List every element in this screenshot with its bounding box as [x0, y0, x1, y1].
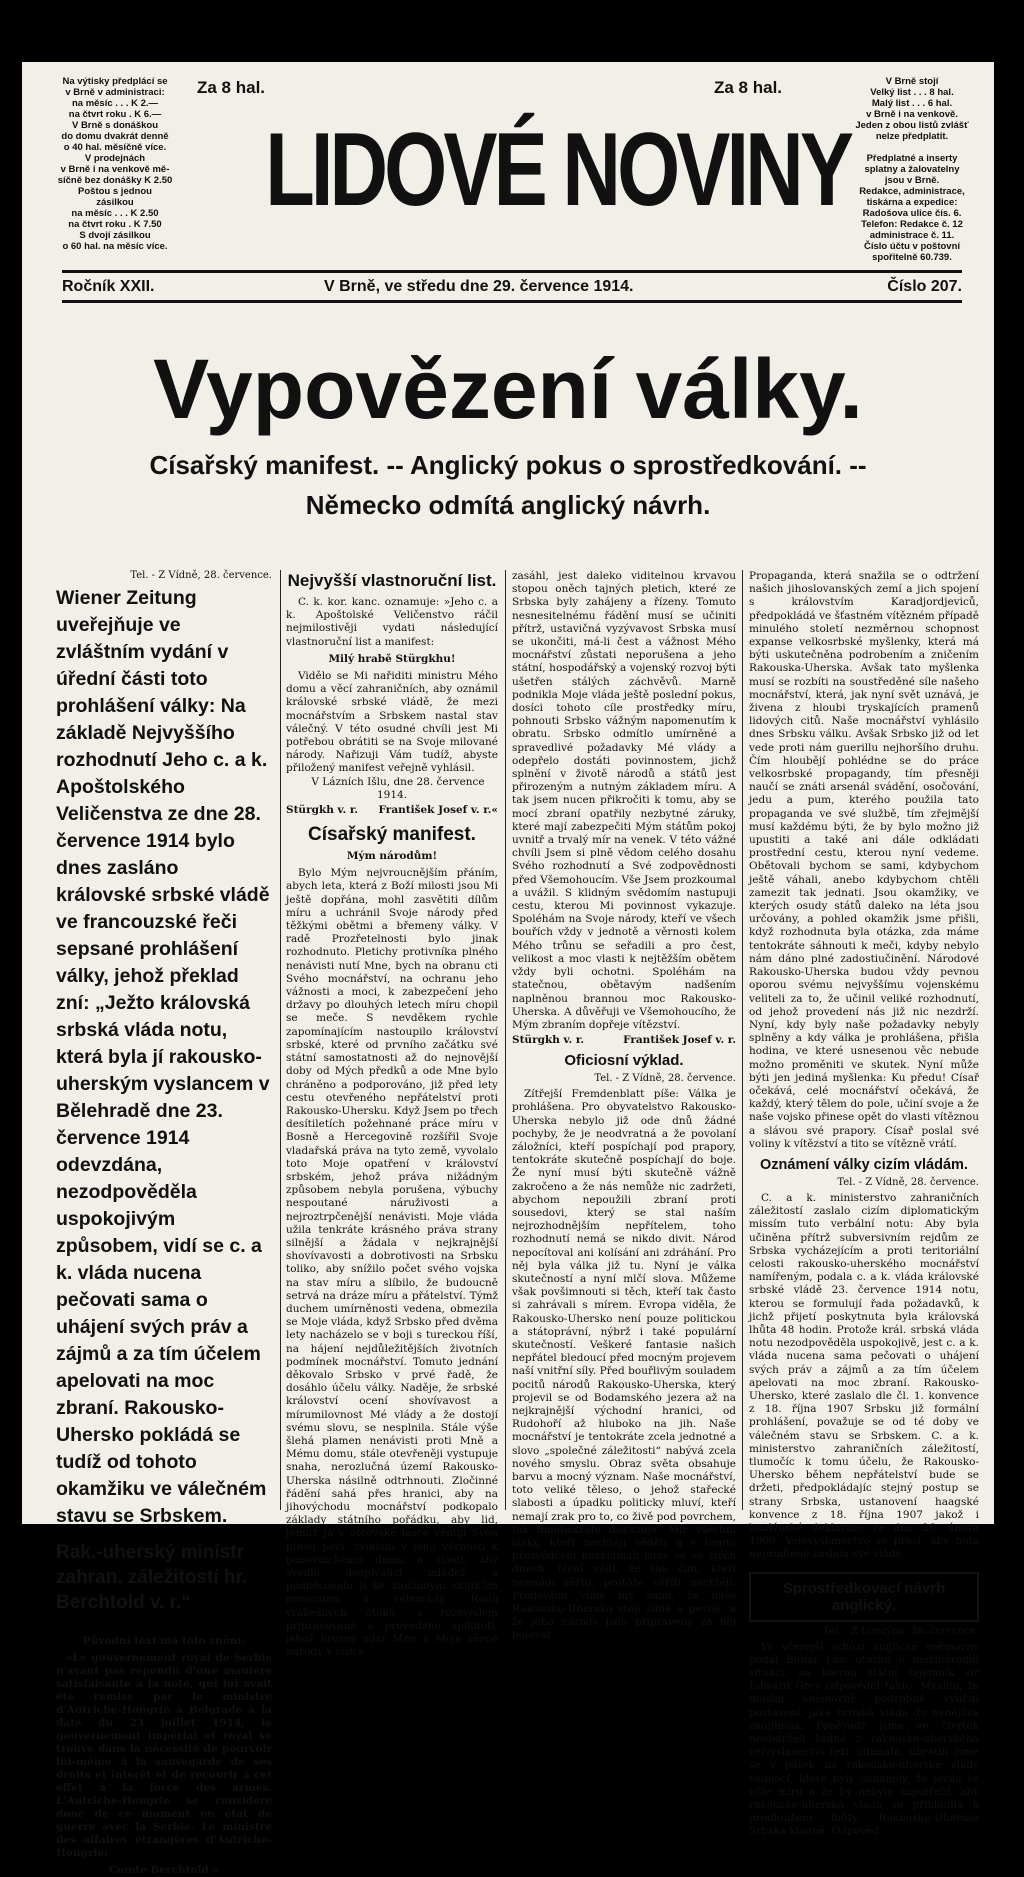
publisher-line: jsou v Brně. [884, 175, 940, 186]
byline: Tel. - Z Vídně, 28. července. [130, 570, 272, 581]
column-divider [505, 570, 506, 1510]
masthead-title: LIDOVÉ NOVINY [265, 112, 851, 228]
declaration-text: Wiener Zeitung uveřejňuje ve zvláštním vydání v úřední části toto prohlášení války: Na základě Nejvyššího rozhodnutí Jeho c. a k. Apoštolského Veličenstva ze dne 28. července 1914 bylo dnes zasláno královské srbské vládě ve francouzské řeči sepsané prohlášení války, jehož překlad zní: „Ježto královská srbská vláda notu, která byla jí rakousko-uherským vyslancem v Bělehradě dne 23. července 1914 odevzdána, nezodpověděla uspokojivým způsobem, vidí se c. a k. vláda nucena pečovati sama o uhájení svých práv a zájmů a za tím účelem apelovati na moc zbraní. Rakousko-Uhersko pokládá se tudíž od tohoto okamžiku ve válečném stavu se Srbskem. [56, 587, 270, 1527]
publisher-line: tiskárna a expedice: [866, 197, 958, 208]
french-text: »Le gouvernement royal de Serbie n'ayant pas répondu d'une manière satisfaisante à la note, qui lui avait été remise par le ministre d'Autriche-Hongrie à Belgrade à la date du 23 juillet 1914, le gouvernement impérial et royal se trouve dans la nécessité de pourvoir lui-même à la sauvegarde de ses droits et intérêt et de recourir à cet effet à la force des armes. L'Autriche-Hongrie se considère donc de ce moment en état de guerre avec la Serbie. Le ministre des affaires étrangères d'Autriche-Hongrie: [56, 1652, 272, 1860]
letter-text: Vidělo se Mi nařiditi ministru Mého domu a věcí zahraničních, aby oznámil královské srbské vládě, že mezi mocnářstvím a Srbskem nastal stav válečný. V této osudné chvíli jest Mi potřebou obrátiti se na Svoje milované národy. Nařizuji Vám tudíž, abyste přiložený manifest veřejně vyhlásil. [286, 670, 498, 775]
subscription-line: na měsíc . . . K 2.50 [71, 208, 159, 219]
publisher-line: Telefon: Redakce č. 12 [861, 219, 963, 230]
publisher-line: Jeden z obou listů zvlášť [855, 120, 969, 131]
manifest-address: Mým národům! [346, 850, 438, 863]
masthead-rule-bottom [62, 300, 962, 303]
letter-intro: C. k. kor. kanc. oznamuje: »Jeho c. a k. Apoštolské Veličenstvo ráčil nejmilostivěji vydati následující vlastnoruční list a manifest: [286, 596, 498, 648]
volume-label: Ročník XXII. [62, 278, 155, 295]
subscription-line: na čtvrt roku . K 6.— [68, 109, 162, 120]
war-notice-heading: Oznámení války cizím vládám. [760, 1156, 968, 1173]
mediation-text: Ve včerejší schůzi anglické sněmovny podal Bonar Law otázku o mezinárodní situaci, na kterou státní tajemník sir Edward Grey odpověděl takto: Myslím, že musím sněmovně podrobně vylíčiti postavení, jaké britská vláda do nynějška zaujímala. Poněvadž jsme ve čtvrtek neobdrželi žádné z rakousko-uherského velvyslanectví text ultimata, obrátili jsme se v pátek na rakousko-uherské vlády velmocí, které byly oznámily, že jevila se vůle míru a že by nebylo zapotřebí, aby rakousko-uherská vláda se přiklonila k prodloužení lhůty. Rakousko-Uhersko Srbska kladně. Odpověď [749, 1640, 979, 1838]
price-right: Za 8 hal. [714, 78, 783, 97]
masthead-rule-top [62, 270, 962, 273]
subscription-line: síčně bez donášky K 2.50 [57, 175, 173, 186]
letter-place: V Lázních Išlu, dne 28. července 1914. [311, 775, 485, 801]
publisher-line [850, 142, 974, 153]
column-divider [742, 570, 743, 1510]
manifest-text: Bylo Mým nejvroucnějším přáním, abych leta, která z Boží milosti jsou Mi ještě dopřána, mohl zasvětiti dílům míru a uchránil Svoje národy před těžkými obětmi a břemeny války. V radě Prozřetelnosti bylo jinak rozhodnuto. Pletichy protivníka plného nenávisti nutí Mne, bych na obranu cti Svého mocnářství, na ochranu jeho vážnosti a moci, k zabezpečení jeho državy po dlouhých letech míru chopil se meče. S nevděkem rychle zapomínajícím nastoupilo království srbské, které od prvního začátku své státní samostatnosti až do nejnovější doby od Mých předků a ode Mne bylo chráněno a podporováno, již před lety cestu otevřeného nepřátelství proti Rakousko-Uhersku. Když Jsem po třech desítiletích požehnané práce míru v Bosně a Hercegovině rozšířil Svoje vladařská práva na tyto země, vyvolalo toto Moje opatření v království srbském, jehož práva nižádným způsobem nebyla porušena, výbuchy nespoutané náruživosti a nejroztrpčenější nenávisti. Moje vláda užila tenkráte krásného práva strany silnější a žádala v nejkrajnější shovívavosti a dobrotivosti na Srbsku toliko, aby snížilo počet svého vojska na stav míru a slíbilo, že budoucně setrvá na dráze míru a přátelství. Týmž duchem umírněnosti vedena, obmezila se Moje vláda, když Srbsko před dvěma lety nacházelo se v boji s tureckou říší, na hájení nejdůležitějších životních podmínek mocnářství. Tomuto jednání děkovalo Srbsko v prvé řadě, že dosáhlo účelu války. Naděje, že srbské království ocení shovívavost a mírumilovnost Mé vlády a že dostojí svému slovu, se nesplnila. Stále výše šlehá plamen nenávisti proti Mně a Mému domu, stále otevřeněji vystupuje snaha, nerozlučná území Rakousko-Uherska násilně odtrhnouti. Zločinné řádění sahá přes hranici, aby na jihovýchodu mocnářství podkopalo základy státního pořádku, aby lid, jemuž Já v otcovské lásce věnuji Svou plnou péči, zviklalo v jeho věrnosti k panovnickému domu a vlasti, aby svedlo dospívající mládež a podněcovalo ji ke zločinným skutkům nerozumu a velezrády. Řada vražedných útoků, s rozmyslem připravované a provedené spiknutí, jehož hrozný zdar Mne a Moje věrné národy v srdce [286, 867, 498, 1659]
subscription-line: V prodejnách [84, 153, 146, 164]
subscription-line: zásilkou [96, 197, 134, 208]
byline: Tel. - Z Vídně, 28. července. [594, 1073, 736, 1085]
subscription-line: S dvojí zásilkou [79, 230, 151, 241]
subscription-info [56, 76, 174, 268]
publisher-info [850, 76, 974, 268]
sub-headline-1: Císařský manifest. -- Anglický pokus o sprostředkování. -- [149, 450, 867, 480]
column-1 [56, 570, 272, 1877]
subscription-line: v Brně v administraci: [65, 87, 165, 98]
publisher-line: Malý list . . . 6 hal. [871, 98, 953, 109]
manifest-signatures [512, 1034, 736, 1046]
publisher-line: Předplatné a inserty [866, 153, 958, 164]
mediation-box [749, 1572, 979, 1622]
original-text-heading: Původní text má toto znění: [82, 1635, 246, 1647]
signature-emperor: František Josef v. r. [623, 1034, 736, 1047]
issue-number: Číslo 207. [887, 278, 962, 295]
publisher-line: Velký list . . . 8 hal. [870, 87, 954, 98]
letter-salutation: Milý hrabě Stürgkhu! [328, 652, 456, 665]
letter-signatures [286, 804, 498, 816]
minister-signature: Rak.-uherský ministr zahran. záležitostí hr. Berchtold v. r.“ [56, 1542, 248, 1613]
column-2 [286, 570, 498, 1659]
newspaper-page [22, 62, 994, 1877]
publisher-line: splatny a žalovatelny [864, 164, 960, 175]
dateline-bar [62, 274, 962, 300]
subscription-line: Poštou s jednou [78, 186, 152, 197]
subscription-line: Na výtisky předplácí se [62, 76, 168, 87]
publisher-line: v Brně i na venkově. [866, 109, 958, 120]
publisher-line: V Brně stojí [885, 76, 939, 87]
manifest-heading: Císařský manifest. [308, 824, 476, 846]
publisher-line: spořitelně 60.739. [872, 252, 952, 263]
publisher-line: Radošova ulice čís. 6. [862, 208, 962, 219]
subscription-line: na měsíc . . . K 2.— [71, 98, 159, 109]
byline: Tel. - Z Vídně, 28. července. [837, 1176, 979, 1188]
subscription-line: do domu dvakrát denně [61, 131, 169, 142]
subscription-line: o 60 hal. na měsíc více. [62, 241, 168, 252]
main-headline: Vypovězení války. [153, 342, 863, 436]
byline: Tel. - Z Londýna, 28. července. [822, 1625, 979, 1637]
sub-headline-2: Německo odmítá anglický návrh. [305, 490, 711, 520]
subscription-line: v Brně i na venkově mě- [60, 164, 170, 175]
subscription-line: o 40 hal. měsíčně více. [63, 142, 167, 153]
column-4 [749, 570, 979, 1838]
publisher-line: administrace č. 11. [869, 230, 955, 241]
official-commentary-heading: Oficiosní výklad. [564, 1052, 684, 1070]
signature-stürgkh: Stürgkh v. r. [286, 804, 359, 817]
signature-stürgkh: Stürgkh v. r. [512, 1034, 585, 1047]
subscription-line: V Brně s donáškou [71, 120, 159, 131]
letter-heading: Nejvyšší vlastnoruční list. [287, 571, 497, 590]
publisher-line: nelze předplatit. [875, 131, 949, 142]
mediation-heading: Sprostředkovací návrh anglický. [782, 1579, 946, 1614]
subscription-line: na čtvrt roku . K 7.50 [68, 219, 162, 230]
commentary-continued: Propaganda, která snažila se o odtržení našich jihoslovanských zemí a jich spojení s královstvím Karadjordjeviců, předpokládá ve šťastném vítězném případě minulého století nezměrnou schopnost expanse velkosrbské myšlenky, která má býti uskutečněna podrobením a zničením Rakouska-Uherska. Avšak tato myšlenka musí se rozbíti na soustředěné síle našeho mocnářství, která, jak nyní svět uznává, je živena z hloubi tryskajících pramenů lidových citů. Naše mocnářství vyhlásilo dnes Srbsku válku. Avšak Srbsko již od let vede proti nám guerillu nejhoršího druhu. Čím hloubějí pohlédne se do práce velkosrbské propagandy, tím přesněji naučí se znáti arsenál svádění, osočování, jedu a pum, kterého použila tato propaganda ve své službě, tím zřejmější musí každému býti, že by bylo možno již upustiti a také ani dále odkládati prostřední cestu, kterou nyní vedeme. Obětovali bychom se sami, kdybychom ještě váhali, anebo kdybychom chtěli zamezit tak jednati. Jsou okamžiky, ve kterých osudy států daleko na léta jsou určovány, a pohled okamžik jsme přišli, když rozhodnuta byla otázka, zda máme tentokráte sáhnouti k meči, kdyby nebylo nám dáno plné zadostiučinění. Národové Rakousko-Uherska budou vždy pevnou oporou svému nejvyššímu vojenskému veliteli za to, že učinil veliké rozhodnutí, od jehož provedení nás již nic nezdrží. Nyní, kdy byly naše požadavky nebyly splněny a kdy válka je prohlášena, přišla hodina, ve které usnesenou věc nebude možno proměniti ve skutek. Nyní může býti jen jediná myšlenka: Ku předu! Císař očekává, celé mocnářství očekává, že každý, který tělem do pole, učiní svoje a že naše vojsko přinese opět do vlasti vítěznou a slávou své prapory. Císař poslal své voliny k vítězství a tito se vítězně vrátí. [749, 570, 979, 1150]
price-left: Za 8 hal. [197, 78, 266, 97]
column-3 [512, 570, 736, 1642]
column-divider [280, 570, 281, 1510]
signature-emperor: František Josef v. r.« [378, 804, 498, 817]
french-signature: Comte Berchtold.« [108, 1864, 220, 1877]
date-label: V Brně, ve středu dne 29. července 1914. [324, 278, 634, 295]
war-notice-text: C. a k. ministerstvo zahraničních záležitostí zaslalo cizím diplomatickým missím tuto verbální notu: Aby byla učiněna přítrž subversivním rejdům ze Srbska vycházejícím a proti teritoriální celosti rakousko-uherského mocnářství namířeným, podala c. a k. vláda královské srbské vládě 23. července 1914 notu, kterou se formulují řada požadavků, k jichž přijetí poskytnuta byla královská lhůta 48 hodin. Protože král. srbská vláda notu nezodpověděla uspokojivě, jest c. a k. vláda nucena sama pečovati o uhájení svých práv a zájmů a za tím účelem apelovati na moc zbraní. Rakousko-Uhersko, které zaslalo dle čl. 1. konvence z 18. října 1907 Srbsku již formální prohlášení, považuje se od té doby ve válečném stavu se Srbskem. C. a k. ministerstvo zahraničních záležitostí, tlumočíc k tomu účelu, že Rakousko-Uhersko během nepřátelství bude se držeti, předpokládajíc stejný postup se strany Srbska, ustanovení haagské konvence z 18. října 1907 jakož i londýnské deklarace ze dne 26. února 1909. Velevyslanectvo se prosí, aby noto neprodleně zaslala své vládě. [749, 1191, 979, 1561]
manifest-continued: zasáhl, jest daleko viditelnou krvavou stopou oněch tajných pletich, které ze Srbska byly zahájeny a řízeny. Tomuto nesnesitelnému řádění musí se učiniti přítrž, ustavičná vyzývavost Srbska musí se ukončiti, má-li čest a vážnost Mého mocnářství zůstati neporušena a jeho státní, hospodářský a vojenský rozvoj býti ušetřen stálých záchvěvů. Marně podnikla Moje vláda ještě poslední pokus, dosíci tohoto cíle prostředky míru, pohnouti Srbsko vážným napomenutím k obratu. Srbsko odmítlo umírněné a spravedlivé požadavky Mé vlády a odepřelo dostáti povinnostem, jichž splnění v životě národů a států jest přirozeným a nutným základem míru. A tak jsem nucen přikročiti k tomu, aby se mocí zbraní opatřily nezbytné záruky, které mají zabezpečiti Mým státům pokoj uvnitř a trvalý mír na venek. V této vážné chvíli Jsem si plně vědom celého dosahu Svého rozhodnutí a Své zodpovědnosti před Všemohoucím. Vše Jsem prozkoumal a uvážil. S klidným svědomím nastupuji cestu, kterou Mi povinnost vykazuje. Spoléhám na Svoje národy, kteří ve všech bouřích vždy v jednotě a věrnosti kolem Mého trůnu se seřadili a pro čest, velikost a moc vlasti k nejtěžším obětem vždy byli ochotni. Spoléhám na statečnou, obětavým nadšením naplněnou brannou moc Rakousko-Uherska. A důvěřuji ve Všemohoucího, že Mým zbraním dopřeje vítězství. [512, 570, 736, 1031]
publisher-line: Redakce, administrace, [859, 186, 965, 197]
official-commentary-text: Zítřejší Fremdenblatt píše: Válka je prohlášena. Pro obyvatelstvo Rakousko-Uherska nebylo již ode dnů žádné pochyby, že je neodvratná a že povolaní záložníci, kteří pospíchají pod prapory, tentokráte skutečně pospíchají do boje. Že nyní musí býti skutečně vážně zakročeno a že nás nemůže nic zadržeti, abychom nepoužili zbraní proti sousedovi, který se stal naším nejrozhodnějším nepřítelem, toho rozhodnutí nemá se nikdo divit. Národ nepocítoval ani kolísání ani zdráhání. Pro něj byla válka již tu. Nyní je válka skutečností a nyní mlčí slova. Můžeme však povšimnouti si těch, kteří tak často si zahrávali s mírem. Evropa viděla, že Rakousko-Uhersko není pouze politickou a státoprávní, nýbrž i také populární skutečností. Veškeré fantasie našich nepřátel bledoucí před mocným projevem naší vnitřní síly. Před bouřlivým souladem pocitů národů Rakousko-Uherska, který projevil se od Bodamského jezera až na nejkrajnější východní hranici, od Rudohoří až hluboko na jih. Naše mocnářství je tentokráte zcela jednotné a slovo „společné záležitosti“ nabývá zcela nového smyslu. Obraz světa obsahuje barvu a mocný význam. Naše mocnářství, toto veliké těleso, o jehož stařecké slabosti a úpadku politicky mluví, kteří nemají zrak pro to, co živě pod povrchem, tak mnohokráte dokazuje. Mír všechní lásky, kteří nechtějí věděti a v tomto přesvědčení nezklamali jsme se ve zlých dnech. Nyní vědí, že tak činí, kteří nemohli věřiti, protože věřiti nechtěli. Především víme my sami, že naše Rakousko-Uhersko stojí silné a pevné, a že jeho národy jsou připraveny za něj bojovat. [512, 1088, 736, 1642]
publisher-line: Číslo účtu v poštovní [863, 241, 961, 252]
